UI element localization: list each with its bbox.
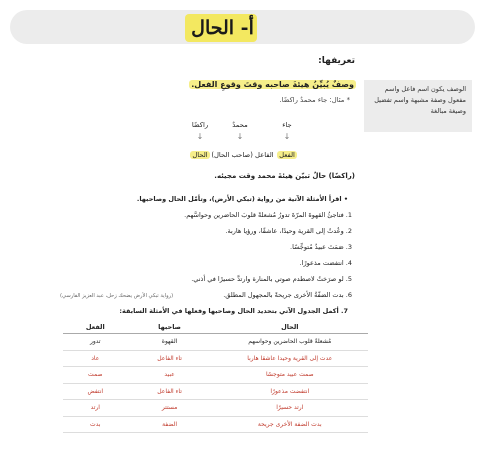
table-cell[interactable]: ارتد حسيرًا bbox=[212, 400, 368, 417]
arrow-down-icon: ↓ bbox=[236, 132, 244, 141]
side-note: الوصف يكون اسم فاعل واسم مفعول وصفة مشبهة واسم تفضيل وصيغة مبالغة bbox=[364, 80, 472, 132]
definition-text: وصفٌ يُبيِّنُ هيئةَ صاحبه وقتَ وقوعِ الفعل. bbox=[191, 80, 354, 89]
table-row bbox=[63, 416, 368, 433]
table-row bbox=[63, 367, 368, 384]
example-role-subject: الفاعل (صاحب الحال) bbox=[211, 151, 274, 159]
answer-table bbox=[63, 321, 368, 433]
arrow-down-icon: ↓ bbox=[196, 132, 204, 141]
example-role-hal: الحال bbox=[192, 151, 208, 159]
table-header-row bbox=[63, 321, 368, 334]
task-2 bbox=[30, 306, 348, 316]
source-note: (رواية تبكي الأرض يضحك زحل، عبد العزيز الفارسي) bbox=[60, 293, 174, 299]
example-word-hal: راكضًا bbox=[191, 121, 209, 129]
table-cell[interactable]: عدت إلى القرية وحيدا عاشقا هاربا bbox=[212, 350, 368, 367]
summary: (راكضًا) حالٌ تبيّن هيئةَ محمد وقت مجيئه. bbox=[214, 172, 355, 180]
list-item: 1. فتاجئُ القهوةَ المرّةَ تدورُ مُشعلةً قلوبَ الحاضرين وحواسَّهم. bbox=[184, 211, 352, 219]
table-row bbox=[63, 350, 368, 367]
list-item: 6. بدت الضفّةُ الأخرى جريحةً بالمجهول المطلق. bbox=[223, 291, 352, 299]
table-cell[interactable]: ارتد bbox=[63, 400, 128, 417]
table-cell[interactable]: انتفضت مذعورًا bbox=[212, 383, 368, 400]
table-cell[interactable]: تاء الفاعل bbox=[128, 350, 212, 367]
table-cell[interactable]: بدت bbox=[63, 416, 128, 433]
table-cell[interactable]: بدت الضفة الأخرى جريحة bbox=[212, 416, 368, 433]
table-cell[interactable]: القهوة bbox=[128, 334, 212, 351]
table-cell[interactable]: تدور bbox=[63, 334, 128, 351]
example-line: * مثال: جاء محمدٌ راكضًا. bbox=[279, 96, 350, 104]
example-word-verb: جاء bbox=[282, 121, 292, 129]
example-role-verb: الفعل bbox=[279, 151, 295, 159]
task-1: • اقرأ الأمثلة الآتية من رواية (تبكي الأرض)، وتأمّل الحال وصاحبها. bbox=[136, 195, 348, 203]
table-row bbox=[63, 400, 368, 417]
table-row bbox=[63, 334, 368, 351]
table-row bbox=[63, 383, 368, 400]
task-2-text: 7. أكمل الجدول الآتي بتحديد الحال وصاحبها وفعلها في الأمثلة السابقة: bbox=[119, 307, 348, 315]
column-header-hal: الحال bbox=[212, 321, 368, 334]
table-cell[interactable]: تاء الفاعل bbox=[128, 383, 212, 400]
definition bbox=[130, 78, 356, 92]
table-cell[interactable]: صمت عبيد متوجسًا bbox=[212, 367, 368, 384]
table-cell[interactable]: مستتر bbox=[128, 400, 212, 417]
list-item: 2. وعُدتُ إلى القرية وحيدًا، عاشقًا، ورؤيا هاربة. bbox=[225, 227, 352, 235]
table-cell[interactable]: انتفض bbox=[63, 383, 128, 400]
arrow-down-icon: ↓ bbox=[283, 132, 291, 141]
table-cell[interactable]: عبيد bbox=[128, 367, 212, 384]
example-word-subject: محمدٌ bbox=[232, 121, 248, 129]
table-cell[interactable]: عاد bbox=[63, 350, 128, 367]
column-header-verb: الفعل bbox=[63, 321, 128, 334]
list-item: 3. صَمَتَ عبيدٌ مُتوجِّسًا. bbox=[290, 243, 352, 251]
table-cell[interactable]: مُشعلةً قلوب الحاضرين وحواسهم bbox=[212, 334, 368, 351]
list-item: 5. لو صرَختُ لاصطدم صوتي بالمنارة وارتدَّ حسيرًا في أذني. bbox=[191, 275, 352, 283]
table-cell[interactable]: الضفة bbox=[128, 416, 212, 433]
list-item: 4. انتفضت مذعورًا. bbox=[299, 259, 352, 267]
section-heading: تعريفها: bbox=[318, 56, 355, 66]
table-cell[interactable]: صمت bbox=[63, 367, 128, 384]
page-title: أ- الحال bbox=[191, 17, 254, 39]
task-1-text: اقرأ الأمثلة الآتية من رواية (تبكي الأرض)، وتأمّل الحال وصاحبها. bbox=[136, 195, 342, 203]
column-header-owner: صاحبها bbox=[128, 321, 212, 334]
